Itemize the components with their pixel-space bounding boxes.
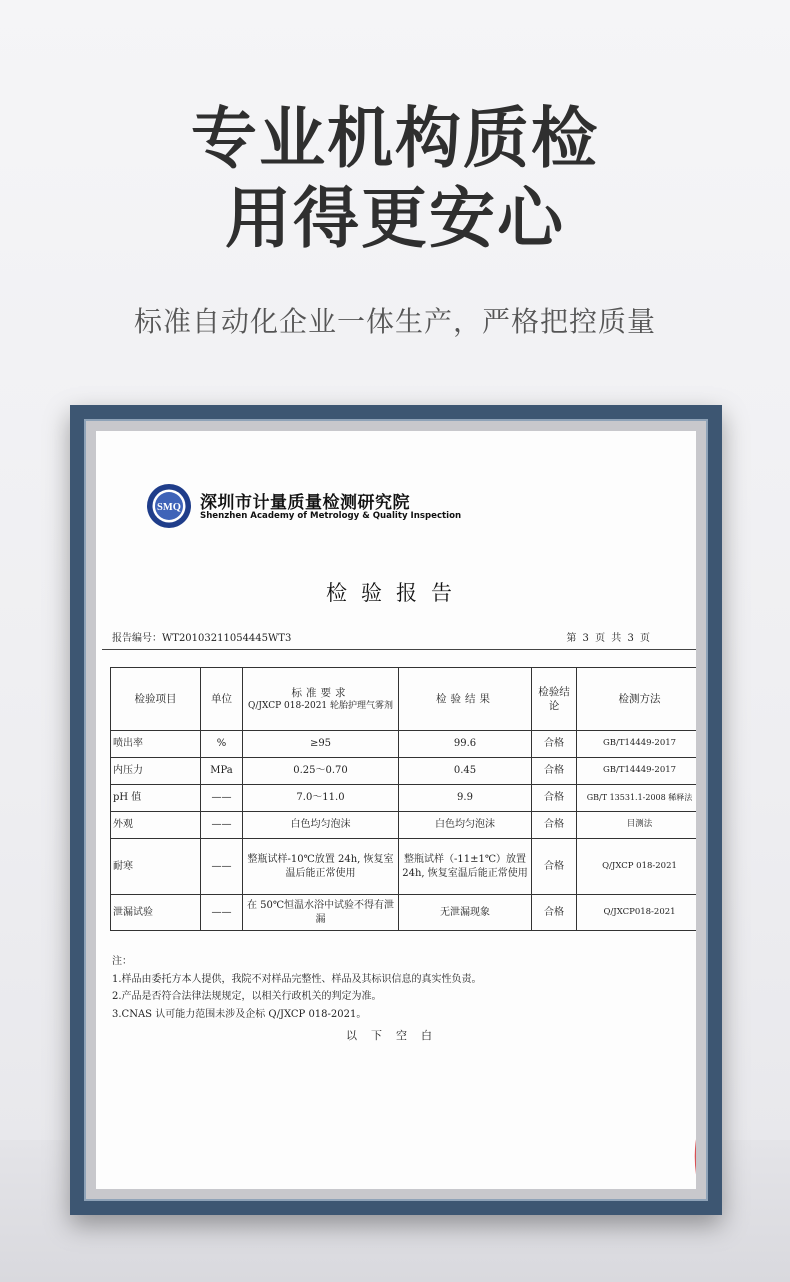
table-row — [111, 839, 697, 895]
cell-conclusion: 合格 — [532, 758, 577, 785]
headline-line-2: 用得更安心 — [225, 180, 565, 257]
inspection-report-paper — [96, 431, 696, 1189]
cell-item: 耐寒 — [111, 839, 201, 895]
cell-item: 外观 — [111, 812, 201, 839]
cell-unit: MPa — [201, 758, 243, 785]
note-line: 2.产品是否符合法律法规规定，以相关行政机关的判定为准。 — [112, 991, 382, 1002]
cell-conclusion: 合格 — [532, 839, 577, 895]
table-row — [111, 731, 697, 758]
cell-result: 99.6 — [399, 731, 532, 758]
report-title: 检验报告 — [326, 581, 466, 605]
smq-logo-icon — [146, 483, 192, 529]
cell-method: Q/JXCP 018-2021 — [577, 839, 697, 895]
header-unit: 单位 — [201, 668, 243, 731]
cell-conclusion: 合格 — [532, 895, 577, 931]
header-item: 检验项目 — [111, 668, 201, 731]
official-seal-stamp-icon — [686, 1099, 696, 1189]
logo-text: SMQ — [157, 502, 181, 513]
cell-result: 9.9 — [399, 785, 532, 812]
report-number: 报告编号：WT20103211054445WT3 — [112, 633, 292, 644]
cell-method: Q/JXCP018-2021 — [577, 895, 697, 931]
cell-standard: 在 50℃恒温水浴中试验不得有泄漏 — [243, 895, 399, 931]
cell-unit: —— — [201, 785, 243, 812]
cell-conclusion: 合格 — [532, 731, 577, 758]
page-info: 第 3 页 共 3 页 — [566, 633, 650, 644]
cell-unit: —— — [201, 812, 243, 839]
header-standard-title: 标准要求 — [291, 686, 350, 699]
header-conclusion: 检验结论 — [532, 668, 577, 731]
cell-item: 喷出率 — [111, 731, 201, 758]
table-row — [111, 758, 697, 785]
cell-standard: 7.0～11.0 — [243, 785, 399, 812]
cell-result: 整瓶试样（-11±1℃）放置 24h, 恢复室温后能正常使用 — [399, 839, 532, 895]
cell-conclusion: 合格 — [532, 785, 577, 812]
institute-name-en: Shenzhen Academy of Metrology & Quality Inspection — [200, 511, 462, 521]
certificate-frame — [70, 405, 722, 1215]
institute-name-cn: 深圳市计量质量检测研究院 — [200, 493, 410, 513]
headline-line-1: 专业机构质检 — [191, 100, 599, 177]
table-row — [111, 812, 697, 839]
cell-method: GB/T 13531.1-2008 稀释法 — [577, 785, 697, 812]
subtitle: 标准自动化企业一体生产，严格把控质量 — [133, 305, 656, 338]
report-notes — [112, 953, 482, 1023]
cell-unit: —— — [201, 895, 243, 931]
cell-result: 0.45 — [399, 758, 532, 785]
cell-conclusion: 合格 — [532, 812, 577, 839]
cell-method: GB/T14449-2017 — [577, 758, 697, 785]
note-line: 1.样品由委托方本人提供，我院不对样品完整性、样品及其标识信息的真实性负责。 — [112, 973, 482, 985]
cell-result: 无泄漏现象 — [399, 895, 532, 931]
table-row — [111, 895, 697, 931]
cell-method: GB/T14449-2017 — [577, 731, 697, 758]
cell-standard: 白色均匀泡沫 — [243, 812, 399, 839]
header-standard — [243, 668, 399, 731]
header-standard-ref: Q/JXCP 018-2021 轮胎护理气雾剂 — [247, 701, 394, 712]
header-result: 检验结果 — [399, 668, 532, 731]
cell-result: 白色均匀泡沫 — [399, 812, 532, 839]
cell-unit: % — [201, 731, 243, 758]
note-heading: 注： — [112, 956, 132, 967]
cell-unit: —— — [201, 839, 243, 895]
cell-standard: 0.25～0.70 — [243, 758, 399, 785]
end-of-report-mark: 以下空白 — [346, 1029, 446, 1042]
header-method: 检测方法 — [577, 668, 697, 731]
table-header-row — [111, 668, 697, 731]
cell-item: pH 值 — [111, 785, 201, 812]
cell-item: 内压力 — [111, 758, 201, 785]
cell-standard: 整瓶试样-10℃放置 24h, 恢复室温后能正常使用 — [243, 839, 399, 895]
cell-standard: ≥95 — [243, 731, 399, 758]
note-line: 3.CNAS 认可能力范围未涉及企标 Q/JXCP 018-2021。 — [112, 1008, 367, 1020]
header-rule — [102, 649, 696, 650]
cell-item: 泄漏试验 — [111, 895, 201, 931]
table-row — [111, 785, 697, 812]
cell-method: 目测法 — [577, 812, 697, 839]
results-table — [110, 667, 696, 931]
